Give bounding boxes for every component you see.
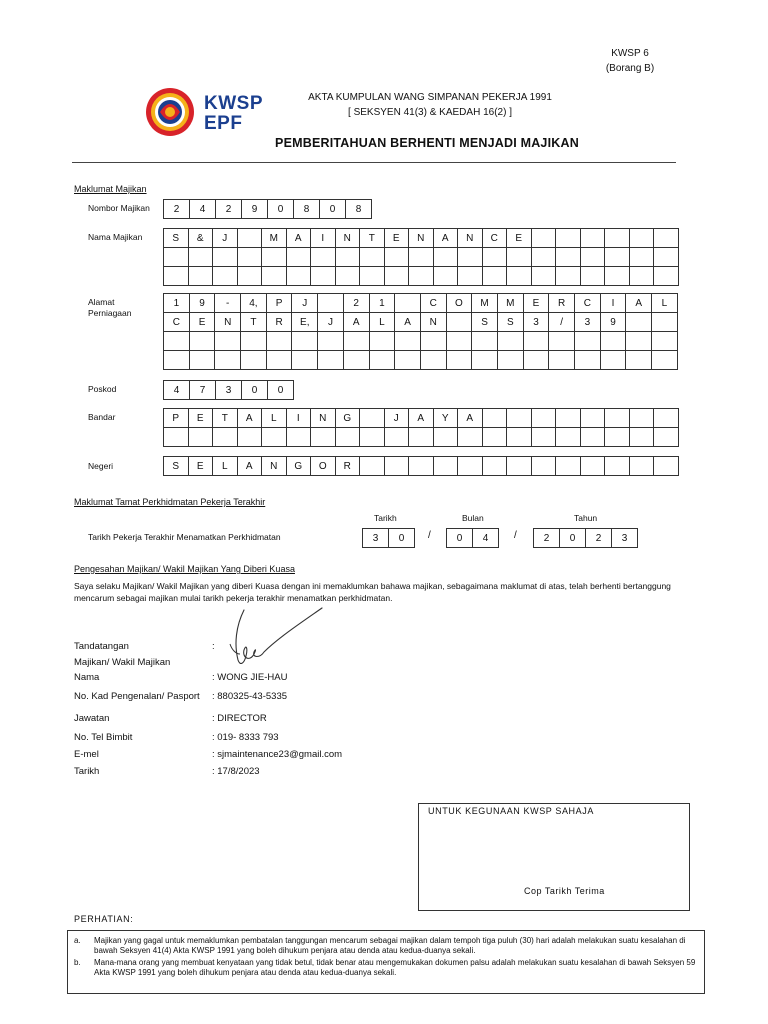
char-cell[interactable]: E bbox=[189, 409, 214, 428]
char-cell[interactable]: R bbox=[549, 294, 575, 313]
signature-label: Tandatangan bbox=[74, 641, 129, 652]
char-cell[interactable]: E, bbox=[292, 313, 318, 332]
char-cell[interactable] bbox=[311, 267, 336, 286]
char-cell[interactable] bbox=[395, 351, 421, 370]
logo-kwsp: KWSP bbox=[204, 93, 263, 114]
char-cell[interactable]: G bbox=[287, 457, 312, 476]
char-cell[interactable] bbox=[472, 332, 498, 351]
char-cell[interactable]: C bbox=[421, 294, 447, 313]
char-cell[interactable] bbox=[630, 409, 655, 428]
employer-number-field[interactable] bbox=[163, 199, 372, 219]
char-cell[interactable] bbox=[434, 428, 459, 447]
email-value: : sjmaintenance23@gmail.com bbox=[212, 749, 343, 760]
date-separator-1: / bbox=[428, 530, 431, 541]
char-cell[interactable] bbox=[605, 457, 630, 476]
char-cell[interactable] bbox=[630, 428, 655, 447]
char-cell[interactable] bbox=[241, 351, 267, 370]
received-stamp-label: Cop Tarikh Terima bbox=[524, 886, 605, 896]
field-row[interactable] bbox=[163, 408, 679, 428]
char-cell[interactable] bbox=[581, 267, 606, 286]
postcode-label: Poskod bbox=[88, 384, 117, 394]
char-cell[interactable] bbox=[605, 428, 630, 447]
char-cell[interactable] bbox=[472, 351, 498, 370]
char-cell[interactable] bbox=[605, 229, 630, 248]
form-title: PEMBERITAHUAN BERHENTI MENJADI MAJIKAN bbox=[275, 136, 579, 150]
char-cell[interactable] bbox=[549, 332, 575, 351]
char-cell[interactable]: 4 bbox=[164, 381, 190, 400]
field-row[interactable] bbox=[163, 248, 679, 267]
char-cell[interactable]: J bbox=[318, 313, 344, 332]
char-cell[interactable]: P bbox=[267, 294, 293, 313]
char-cell[interactable] bbox=[189, 428, 214, 447]
name-label: Nama bbox=[74, 672, 100, 683]
char-cell[interactable] bbox=[318, 294, 344, 313]
address-label-line1: Alamat bbox=[88, 297, 115, 307]
day-field[interactable] bbox=[362, 528, 415, 548]
char-cell[interactable] bbox=[654, 409, 679, 428]
char-cell[interactable] bbox=[498, 351, 524, 370]
char-cell[interactable] bbox=[385, 428, 410, 447]
char-cell[interactable]: 9 bbox=[190, 294, 216, 313]
char-cell[interactable] bbox=[360, 409, 385, 428]
char-cell[interactable]: C bbox=[164, 313, 190, 332]
char-cell[interactable] bbox=[215, 332, 241, 351]
position-value: : DIRECTOR bbox=[212, 713, 267, 724]
notes-heading: PERHATIAN: bbox=[74, 914, 134, 924]
char-cell[interactable] bbox=[556, 267, 581, 286]
char-cell[interactable]: 9 bbox=[601, 313, 627, 332]
logo-epf: EPF bbox=[204, 113, 243, 134]
termination-section-title: Maklumat Tamat Perkhidmatan Pekerja Terakhir bbox=[74, 497, 266, 507]
char-cell[interactable] bbox=[360, 457, 385, 476]
char-cell[interactable] bbox=[605, 267, 630, 286]
position-label: Jawatan bbox=[74, 713, 110, 724]
char-cell[interactable] bbox=[630, 457, 655, 476]
char-cell[interactable] bbox=[385, 267, 410, 286]
char-cell[interactable]: N bbox=[409, 229, 434, 248]
char-cell[interactable] bbox=[164, 351, 190, 370]
char-cell[interactable] bbox=[318, 351, 344, 370]
char-cell[interactable] bbox=[581, 428, 606, 447]
char-cell[interactable] bbox=[556, 428, 581, 447]
char-cell[interactable] bbox=[164, 332, 190, 351]
char-cell[interactable]: A bbox=[395, 313, 421, 332]
char-cell[interactable]: / bbox=[549, 313, 575, 332]
char-cell[interactable]: A bbox=[287, 229, 312, 248]
char-cell[interactable] bbox=[654, 267, 679, 286]
char-cell[interactable] bbox=[190, 332, 216, 351]
char-cell[interactable]: 8 bbox=[346, 200, 372, 219]
char-cell[interactable]: E bbox=[189, 457, 214, 476]
char-cell[interactable]: T bbox=[360, 229, 385, 248]
char-cell[interactable] bbox=[267, 332, 293, 351]
char-cell[interactable] bbox=[654, 229, 679, 248]
char-cell[interactable] bbox=[532, 409, 557, 428]
char-cell[interactable] bbox=[654, 428, 679, 447]
char-cell[interactable]: 8 bbox=[294, 200, 320, 219]
char-cell[interactable]: L bbox=[652, 294, 678, 313]
char-cell[interactable] bbox=[409, 248, 434, 267]
char-cell[interactable] bbox=[395, 294, 421, 313]
char-cell[interactable]: J bbox=[292, 294, 318, 313]
char-cell[interactable]: A bbox=[626, 294, 652, 313]
address-field[interactable] bbox=[163, 293, 678, 370]
char-cell[interactable] bbox=[626, 313, 652, 332]
char-cell[interactable]: 0 bbox=[242, 381, 268, 400]
char-cell[interactable]: 0 bbox=[447, 529, 473, 548]
char-cell[interactable] bbox=[630, 248, 655, 267]
char-cell[interactable] bbox=[507, 267, 532, 286]
char-cell[interactable] bbox=[262, 267, 287, 286]
char-cell[interactable] bbox=[360, 267, 385, 286]
char-cell[interactable]: N bbox=[262, 457, 287, 476]
char-cell[interactable]: 2 bbox=[164, 200, 190, 219]
declaration-section-title: Pengesahan Majikan/ Wakil Majikan Yang Diberi Kuasa bbox=[74, 564, 295, 574]
name-value: : WONG JIE-HAU bbox=[212, 672, 288, 683]
char-cell[interactable]: 0 bbox=[389, 529, 415, 548]
char-cell[interactable]: 0 bbox=[268, 200, 294, 219]
char-cell[interactable] bbox=[458, 267, 483, 286]
char-cell[interactable]: A bbox=[409, 409, 434, 428]
char-cell[interactable] bbox=[447, 332, 473, 351]
employer-number-label: Nombor Majikan bbox=[88, 203, 150, 213]
char-cell[interactable]: - bbox=[215, 294, 241, 313]
char-cell[interactable]: L bbox=[262, 409, 287, 428]
field-row[interactable] bbox=[163, 267, 679, 286]
char-cell[interactable]: 7 bbox=[190, 381, 216, 400]
char-cell[interactable]: A bbox=[238, 409, 263, 428]
char-cell[interactable]: 0 bbox=[268, 381, 294, 400]
char-cell[interactable] bbox=[524, 351, 550, 370]
char-cell[interactable] bbox=[532, 267, 557, 286]
char-cell[interactable]: S bbox=[164, 229, 189, 248]
char-cell[interactable] bbox=[409, 267, 434, 286]
char-cell[interactable] bbox=[311, 248, 336, 267]
char-cell[interactable] bbox=[532, 428, 557, 447]
char-cell[interactable]: 1 bbox=[370, 294, 396, 313]
field-row[interactable] bbox=[163, 351, 678, 370]
char-cell[interactable] bbox=[556, 229, 581, 248]
char-cell[interactable] bbox=[549, 351, 575, 370]
char-cell[interactable] bbox=[581, 457, 606, 476]
employer-section-title: Maklumat Majikan bbox=[74, 184, 147, 194]
char-cell[interactable] bbox=[213, 248, 238, 267]
char-cell[interactable] bbox=[575, 332, 601, 351]
termination-date-label: Tarikh Pekerja Terakhir Menamatkan Perkhidmatan bbox=[88, 532, 281, 542]
char-cell[interactable]: S bbox=[472, 313, 498, 332]
char-cell[interactable] bbox=[336, 248, 361, 267]
char-cell[interactable]: J bbox=[385, 409, 410, 428]
char-cell[interactable]: I bbox=[601, 294, 627, 313]
field-row[interactable] bbox=[163, 456, 679, 476]
char-cell[interactable]: A bbox=[238, 457, 263, 476]
postcode-field[interactable] bbox=[163, 380, 294, 400]
char-cell[interactable]: 3 bbox=[612, 529, 638, 548]
char-cell[interactable]: O bbox=[311, 457, 336, 476]
char-cell[interactable]: S bbox=[164, 457, 189, 476]
day-heading: Tarikh bbox=[374, 513, 397, 523]
char-cell[interactable] bbox=[189, 267, 214, 286]
ic-value: : 880325-43-5335 bbox=[212, 691, 288, 702]
char-cell[interactable] bbox=[507, 248, 532, 267]
signature-label-sub: Majikan/ Wakil Majikan bbox=[74, 657, 171, 668]
char-cell[interactable] bbox=[507, 409, 532, 428]
year-heading: Tahun bbox=[574, 513, 598, 523]
signature-colon: : bbox=[212, 641, 215, 652]
office-use-title: UNTUK KEGUNAAN KWSP SAHAJA bbox=[428, 806, 594, 816]
char-cell[interactable] bbox=[447, 351, 473, 370]
date-value: : 17/8/2023 bbox=[212, 766, 260, 777]
char-cell[interactable] bbox=[370, 332, 396, 351]
char-cell[interactable]: P bbox=[164, 409, 189, 428]
char-cell[interactable] bbox=[434, 267, 459, 286]
char-cell[interactable]: 2 bbox=[216, 200, 242, 219]
char-cell[interactable]: I bbox=[311, 229, 336, 248]
field-row[interactable] bbox=[163, 428, 679, 447]
char-cell[interactable]: C bbox=[483, 229, 508, 248]
char-cell[interactable]: & bbox=[189, 229, 214, 248]
address-label bbox=[88, 297, 131, 319]
char-cell[interactable]: S bbox=[498, 313, 524, 332]
char-cell[interactable] bbox=[532, 248, 557, 267]
char-cell[interactable]: N bbox=[421, 313, 447, 332]
char-cell[interactable] bbox=[164, 267, 189, 286]
char-cell[interactable] bbox=[581, 248, 606, 267]
char-cell[interactable] bbox=[447, 313, 473, 332]
char-cell[interactable] bbox=[421, 351, 447, 370]
char-cell[interactable]: E bbox=[190, 313, 216, 332]
char-cell[interactable] bbox=[385, 457, 410, 476]
char-cell[interactable]: M bbox=[498, 294, 524, 313]
ic-label: No. Kad Pengenalan/ Pasport bbox=[74, 691, 200, 702]
char-cell[interactable] bbox=[483, 267, 508, 286]
char-cell[interactable]: 0 bbox=[560, 529, 586, 548]
char-cell[interactable] bbox=[213, 267, 238, 286]
char-cell[interactable]: 3 bbox=[524, 313, 550, 332]
act-section: [ SEKSYEN 41(3) & KAEDAH 16(2) ] bbox=[348, 107, 512, 118]
char-cell[interactable] bbox=[267, 351, 293, 370]
char-cell[interactable]: 3 bbox=[216, 381, 242, 400]
char-cell[interactable] bbox=[360, 428, 385, 447]
field-row[interactable] bbox=[163, 332, 678, 351]
signature-image bbox=[222, 604, 326, 668]
char-cell[interactable] bbox=[483, 457, 508, 476]
char-cell[interactable] bbox=[532, 229, 557, 248]
char-cell[interactable] bbox=[556, 409, 581, 428]
char-cell[interactable]: 4, bbox=[241, 294, 267, 313]
char-cell[interactable] bbox=[605, 248, 630, 267]
char-cell[interactable]: A bbox=[344, 313, 370, 332]
state-label: Negeri bbox=[88, 461, 114, 471]
char-cell[interactable]: G bbox=[336, 409, 361, 428]
char-cell[interactable]: 0 bbox=[320, 200, 346, 219]
char-cell[interactable] bbox=[601, 351, 627, 370]
char-cell[interactable] bbox=[556, 248, 581, 267]
char-cell[interactable] bbox=[524, 332, 550, 351]
char-cell[interactable] bbox=[287, 267, 312, 286]
char-cell[interactable] bbox=[292, 351, 318, 370]
char-cell[interactable] bbox=[507, 457, 532, 476]
char-cell[interactable] bbox=[336, 428, 361, 447]
char-cell[interactable] bbox=[630, 267, 655, 286]
char-cell[interactable]: 9 bbox=[242, 200, 268, 219]
char-cell[interactable] bbox=[385, 248, 410, 267]
phone-label: No. Tel Bimbit bbox=[74, 732, 133, 743]
char-cell[interactable] bbox=[458, 457, 483, 476]
char-cell[interactable] bbox=[238, 428, 263, 447]
month-heading: Bulan bbox=[462, 513, 484, 523]
char-cell[interactable]: N bbox=[336, 229, 361, 248]
date-label: Tarikh bbox=[74, 766, 100, 777]
form-type: (Borang B) bbox=[605, 63, 655, 74]
year-field[interactable] bbox=[533, 528, 638, 548]
char-cell[interactable] bbox=[238, 267, 263, 286]
logo-wordmark bbox=[204, 94, 263, 134]
city-label: Bandar bbox=[88, 412, 116, 422]
char-cell[interactable] bbox=[215, 351, 241, 370]
char-cell[interactable] bbox=[626, 332, 652, 351]
note-text: Majikan yang gagal untuk memaklumkan pembatalan tanggungan mencarum sebagai majikan dalam tempoh tiga puluh (30) hari adalah melakukan suatu kesalahan di bawah Seksyen 41(4) Akta KWSP 1991 yang boleh dihukum penjara atau denda atau kedua-duanya sekali. bbox=[94, 936, 686, 955]
char-cell[interactable] bbox=[601, 332, 627, 351]
char-cell[interactable]: L bbox=[213, 457, 238, 476]
char-cell[interactable] bbox=[498, 332, 524, 351]
phone-value: : 019- 8333 793 bbox=[212, 732, 279, 743]
char-cell[interactable]: J bbox=[213, 229, 238, 248]
char-cell[interactable] bbox=[652, 332, 678, 351]
email-label: E-mel bbox=[74, 749, 99, 760]
field-row[interactable] bbox=[163, 228, 679, 248]
char-cell[interactable] bbox=[213, 428, 238, 447]
field-row[interactable] bbox=[163, 293, 678, 313]
char-cell[interactable]: 2 bbox=[344, 294, 370, 313]
char-cell[interactable] bbox=[626, 351, 652, 370]
char-cell[interactable] bbox=[434, 248, 459, 267]
char-cell[interactable] bbox=[292, 332, 318, 351]
char-cell[interactable] bbox=[164, 428, 189, 447]
char-cell[interactable] bbox=[652, 351, 678, 370]
employer-name-field[interactable] bbox=[163, 228, 679, 286]
char-cell[interactable]: C bbox=[575, 294, 601, 313]
char-cell[interactable] bbox=[409, 457, 434, 476]
char-cell[interactable] bbox=[483, 409, 508, 428]
char-cell[interactable] bbox=[605, 409, 630, 428]
act-name: AKTA KUMPULAN WANG SIMPANAN PEKERJA 1991 bbox=[308, 92, 552, 103]
char-cell[interactable] bbox=[532, 457, 557, 476]
char-cell[interactable] bbox=[652, 313, 678, 332]
char-cell[interactable]: 3 bbox=[575, 313, 601, 332]
char-cell[interactable] bbox=[654, 457, 679, 476]
field-row[interactable] bbox=[163, 313, 678, 332]
char-cell[interactable] bbox=[507, 428, 532, 447]
char-cell[interactable]: 2 bbox=[534, 529, 560, 548]
char-cell[interactable] bbox=[556, 457, 581, 476]
char-cell[interactable]: N bbox=[458, 229, 483, 248]
city-field[interactable] bbox=[163, 408, 679, 447]
char-cell[interactable] bbox=[434, 457, 459, 476]
header-divider bbox=[72, 162, 676, 163]
char-cell[interactable] bbox=[287, 428, 312, 447]
char-cell[interactable]: R bbox=[267, 313, 293, 332]
char-cell[interactable]: E bbox=[524, 294, 550, 313]
char-cell[interactable]: T bbox=[213, 409, 238, 428]
month-field[interactable] bbox=[446, 528, 499, 548]
char-cell[interactable] bbox=[483, 428, 508, 447]
char-cell[interactable]: M bbox=[472, 294, 498, 313]
char-cell[interactable] bbox=[360, 248, 385, 267]
char-cell[interactable] bbox=[421, 332, 447, 351]
char-cell[interactable] bbox=[336, 267, 361, 286]
char-cell[interactable] bbox=[164, 248, 189, 267]
char-cell[interactable]: Y bbox=[434, 409, 459, 428]
char-cell[interactable] bbox=[262, 428, 287, 447]
note-key: b. bbox=[74, 958, 81, 967]
char-cell[interactable]: M bbox=[262, 229, 287, 248]
char-cell[interactable] bbox=[581, 409, 606, 428]
form-code-block bbox=[590, 46, 670, 76]
char-cell[interactable]: 2 bbox=[586, 529, 612, 548]
date-separator-2: / bbox=[514, 530, 517, 541]
act-reference bbox=[290, 90, 570, 120]
char-cell[interactable] bbox=[630, 229, 655, 248]
char-cell[interactable]: T bbox=[241, 313, 267, 332]
char-cell[interactable] bbox=[189, 248, 214, 267]
char-cell[interactable] bbox=[311, 428, 336, 447]
note-text: Mana-mana orang yang membuat kenyataan yang tidak betul, tidak benar atau mengemukakan dokumen palsu adalah melakukan suatu kesalahan di bawah Seksyen 59 Akta KWSP 1991 yang boleh dihukum penjara atau denda atau kedua-duanya sekali. bbox=[94, 958, 696, 977]
char-cell[interactable]: 4 bbox=[190, 200, 216, 219]
char-cell[interactable] bbox=[238, 229, 263, 248]
char-cell[interactable] bbox=[458, 428, 483, 447]
address-label-line2: Perniagaan bbox=[88, 308, 132, 318]
char-cell[interactable] bbox=[395, 332, 421, 351]
state-field[interactable] bbox=[163, 456, 679, 476]
char-cell[interactable]: N bbox=[311, 409, 336, 428]
char-cell[interactable] bbox=[241, 332, 267, 351]
note-key: a. bbox=[74, 936, 81, 945]
form-code: KWSP 6 bbox=[611, 48, 649, 59]
char-cell[interactable] bbox=[654, 248, 679, 267]
char-cell[interactable] bbox=[318, 332, 344, 351]
char-cell[interactable]: N bbox=[215, 313, 241, 332]
char-cell[interactable] bbox=[483, 248, 508, 267]
char-cell[interactable]: E bbox=[507, 229, 532, 248]
char-cell[interactable]: 3 bbox=[363, 529, 389, 548]
char-cell[interactable]: 1 bbox=[164, 294, 190, 313]
char-cell[interactable]: L bbox=[370, 313, 396, 332]
char-cell[interactable]: E bbox=[385, 229, 410, 248]
char-cell[interactable]: R bbox=[336, 457, 361, 476]
declaration-text: Saya selaku Majikan/ Wakil Majikan yang diberi Kuasa dengan ini memaklumkan bahawa majikan, sebagaimana maklumat di atas, telah berhenti bertanggung mencarum sebagai majikan mulai tarikh pekerja terakhir menamatkan perkhidmatan. bbox=[74, 581, 671, 603]
char-cell[interactable] bbox=[190, 351, 216, 370]
char-cell[interactable] bbox=[458, 248, 483, 267]
char-cell[interactable]: I bbox=[287, 409, 312, 428]
char-cell[interactable] bbox=[262, 248, 287, 267]
employer-name-label: Nama Majikan bbox=[88, 232, 143, 242]
char-cell[interactable]: A bbox=[458, 409, 483, 428]
char-cell[interactable] bbox=[287, 248, 312, 267]
char-cell[interactable]: A bbox=[434, 229, 459, 248]
char-cell[interactable]: O bbox=[447, 294, 473, 313]
char-cell[interactable] bbox=[370, 351, 396, 370]
char-cell[interactable] bbox=[238, 248, 263, 267]
char-cell[interactable] bbox=[409, 428, 434, 447]
char-cell[interactable]: 4 bbox=[473, 529, 499, 548]
char-cell[interactable] bbox=[581, 229, 606, 248]
char-cell[interactable] bbox=[344, 351, 370, 370]
char-cell[interactable] bbox=[575, 351, 601, 370]
char-cell[interactable] bbox=[344, 332, 370, 351]
